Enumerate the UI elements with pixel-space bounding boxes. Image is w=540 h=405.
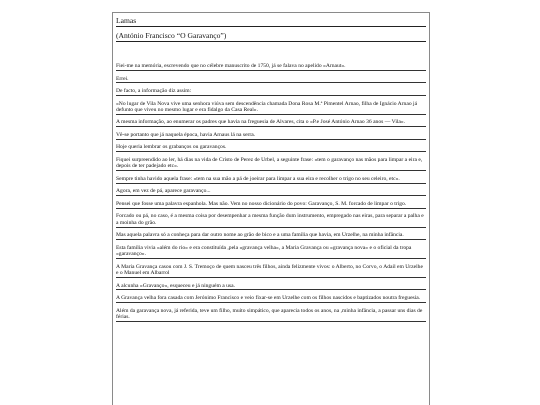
paragraph: Pensei que fosse uma palavra espanhola. Mas não. Vem no nosso dicionário do povo: Garavanço, S. M. forcado de limpar o trigo. <box>116 201 426 209</box>
paragraph: Mas aquela palavra só a conheça para dar outro nome ao grão de bico e a uma família que havia, em Urzelhe, na minha infância. <box>116 232 426 240</box>
paragraph: A Gravança velha fora casada com Jerónimo Francisco e veio fixar-se em Urzelhe com os filhos nascidos e baptizados noutra freguesia. <box>116 295 426 303</box>
paragraph: A alcunha «Gravanço», esqueceu e já ninguém a usa. <box>116 283 426 291</box>
paragraph: Fiei-me na memória, escrevendo que no célebre manuscrito de 1750, já se falava no apelido «Arnaut». <box>116 63 426 71</box>
paragraph: «No lugar de Vila Nova vive uma senhora viúva sem descendência chamada Dona Rosa M.ª Pimentel Arnao, filha de Ignácio Arnao já defunto que viveu no mesmo lugar e era fidalgo da Casa Real». <box>116 101 426 115</box>
paragraph: Esta família vivia «além do rio» e era constituída ,pela «gravança velha», a Maria Gravança ou «gravança nova» e o oficial da tropa «garavanço». <box>116 245 426 259</box>
paragraph: Sempre tinha havido aquela frase: «tem na sua mão a pá de joeirar para limpar a sua eira e recolher o trigo no seu celeiro, etc». <box>116 176 426 184</box>
paragraph: Agora, em vez de pá, aparece garavanço... <box>116 188 426 196</box>
paragraph: Fiquei surpreendido ao ler, há dias na vida de Cristo de Perez de Urbel, a seguinte frase: «tem o garavanço nas mãos para limpar a eira e, depois de ter padejado etc». <box>116 157 426 171</box>
paragraph: Além da garavança nova, já referida, teve um filho, muito simpático, que aparecia todos os anos, na ,minha infância, a passar uns dias de férias. <box>116 308 426 322</box>
spacer <box>116 47 426 63</box>
document-page <box>112 12 430 405</box>
document-title: Lamas <box>116 16 426 27</box>
paragraph: Hoje queria lembrar os grabanços ou garavanços. <box>116 144 426 152</box>
paragraph: Errei. <box>116 76 426 84</box>
paragraph: A mesma informação, ao enumerar os padres que havia na freguesia de Alvares, cita o «P.e José António Arnao 36 anos — Vila». <box>116 119 426 127</box>
paragraph: Forcado ou pá, no caso, é a mesma coisa por desempenhar a mesma função dum instrumento, empregado nas eiras, para separar a palha e a moinha do grão. <box>116 213 426 227</box>
paragraph: A Maria Gravança casou com J. S. Tremoço de quem nasceu três filhos, ainda felizmente vivos: o Alberto, no Corvo, o Adail em Urzelhe e o Manuel em Albarrol <box>116 264 426 278</box>
document-subtitle: (António Francisco “O Garavanço”) <box>116 31 426 42</box>
paragraph: Vê-se portanto que já naquela época, havia Arnaus lá na serra. <box>116 132 426 140</box>
paragraph: De facto, a informação diz assim: <box>116 88 426 96</box>
